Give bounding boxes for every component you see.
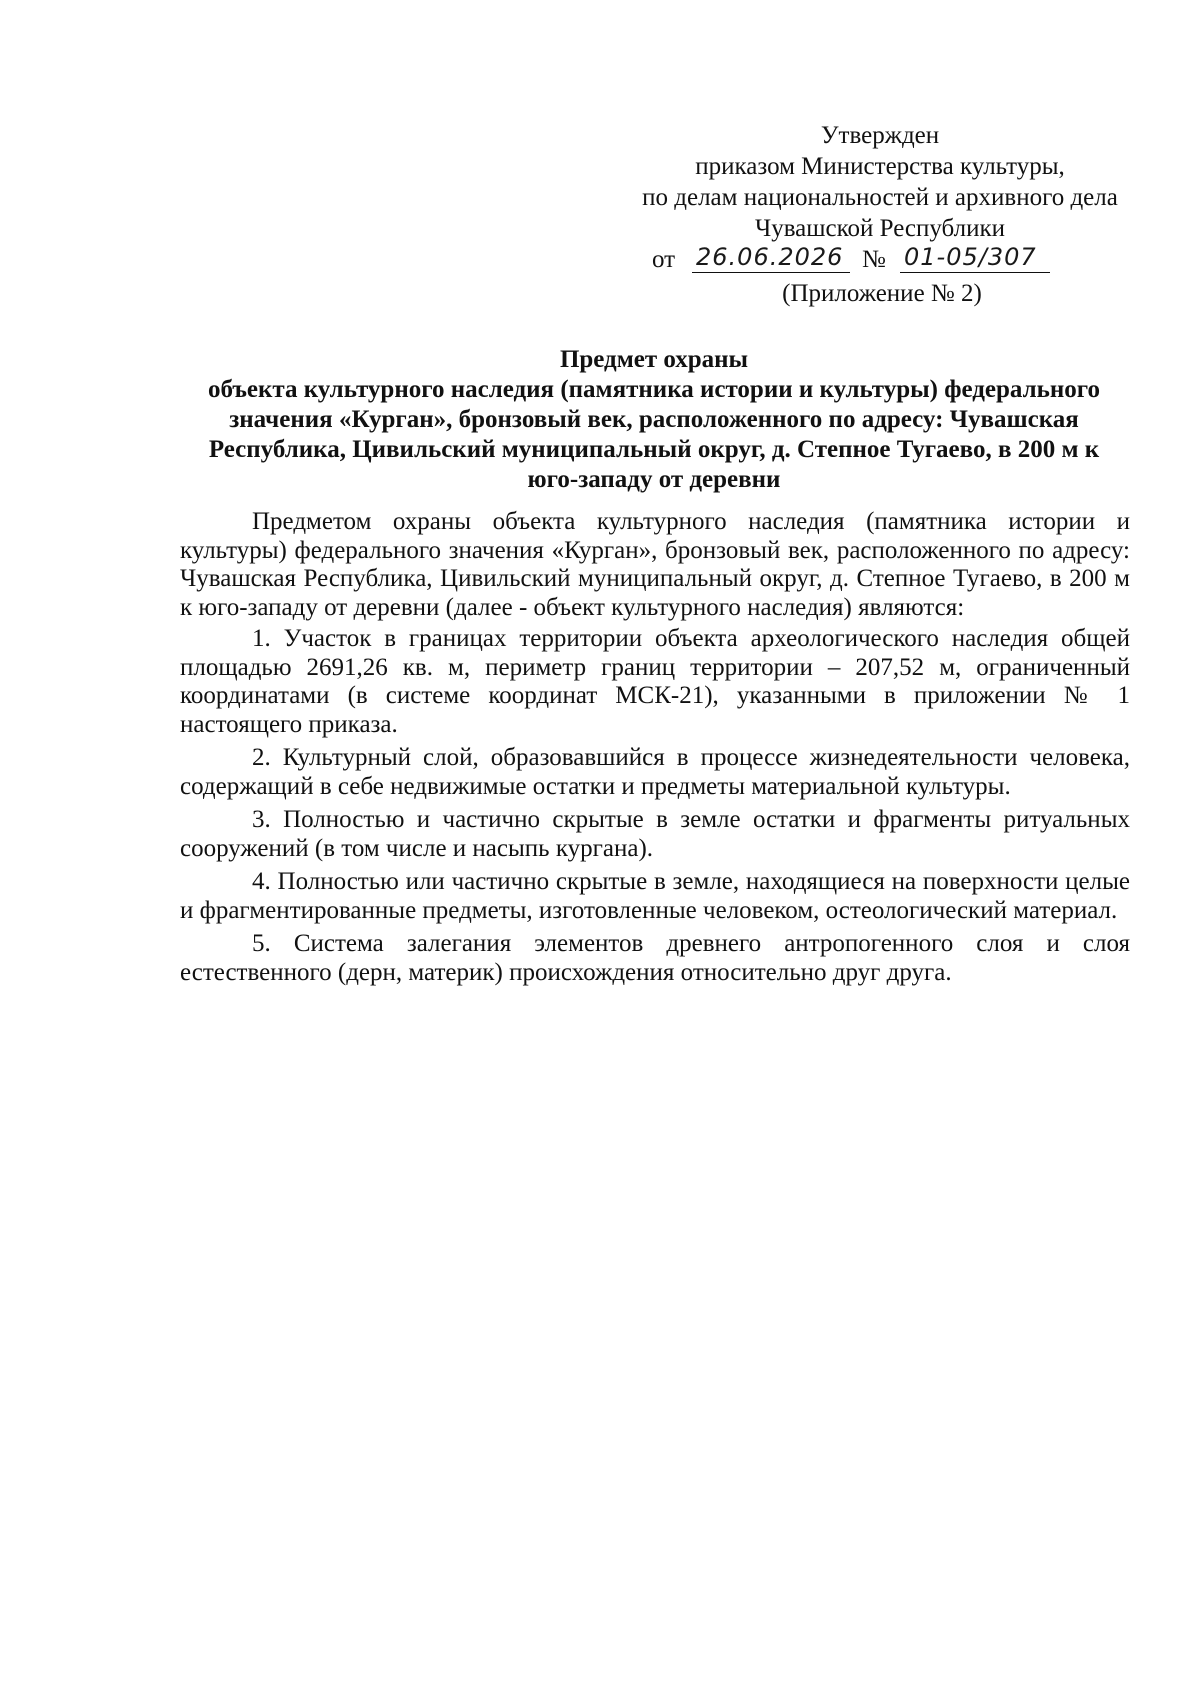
- intro-paragraph: Предметом охраны объекта культурного наследия (памятника истории и культуры) федерального значения «Курган», бронзовый век, расположенного по адресу: Чувашская Республика, Цивильский муниципальный округ, д. Степное Тугаево, в 200 м к юго-западу от деревни (далее - объект культурного наследия) являются:: [180, 508, 1130, 621]
- list-item: 1. Участок в границах территории объекта археологического наследия общей площадью 2691,26 кв. м, периметр границ территории – 207,52 м, ограниченный координатами (в системе координат МСК-21), указанными в приложении № 1 настоящего приказа.: [180, 625, 1130, 738]
- approval-line-order: приказом Министерства культуры,: [695, 153, 1065, 180]
- order-number-field: [900, 242, 1050, 273]
- list-item: 3. Полностью и частично скрытые в земле остатки и фрагменты ритуальных сооружений (в том числе и насыпь кургана).: [180, 806, 1130, 862]
- title-line-1: объекта культурного наследия (памятника истории и культуры) федерального: [207, 376, 1101, 403]
- approval-line-republic: Чувашской Республики: [754, 215, 1006, 242]
- list-item: 5. Система залегания элементов древнего антропогенного слоя и слоя естественного (дерн, материк) происхождения относительно друг друга.: [180, 930, 1130, 986]
- approval-stamp-block: [600, 120, 1120, 309]
- title-line-3: Республика, Цивильский муниципальный округ, д. Степное Тугаево, в 200 м к: [208, 436, 1100, 463]
- date-label: от: [652, 246, 676, 273]
- list-item: 2. Культурный слой, образовавшийся в процессе жизнедеятельности человека, содержащий в себе недвижимые остатки и предметы материальной культуры.: [180, 744, 1130, 800]
- title-line-2: значения «Курган», бронзовый век, расположенного по адресу: Чувашская: [229, 406, 1079, 433]
- title-heading: Предмет охраны: [559, 346, 749, 373]
- order-number-handwritten: 01-05/307: [904, 243, 1037, 271]
- approval-line-approved: Утвержден: [820, 122, 940, 149]
- approval-line-ministry: по делам национальностей и архивного дела: [642, 184, 1118, 211]
- order-reference-line: [600, 244, 1120, 278]
- order-date-field: [692, 242, 850, 273]
- title-line-4: юго-западу от деревни: [527, 466, 781, 493]
- annex-label: (Приложение № 2): [782, 280, 982, 307]
- number-label: №: [862, 246, 886, 273]
- list-item: 4. Полностью или частично скрытые в земле, находящиеся на поверхности целые и фрагментированные предметы, изготовленные человеком, остеологический материал.: [180, 868, 1130, 924]
- document-title: [178, 345, 1130, 495]
- order-date-handwritten: 26.06.2026: [696, 243, 844, 271]
- document-body: [180, 508, 1130, 992]
